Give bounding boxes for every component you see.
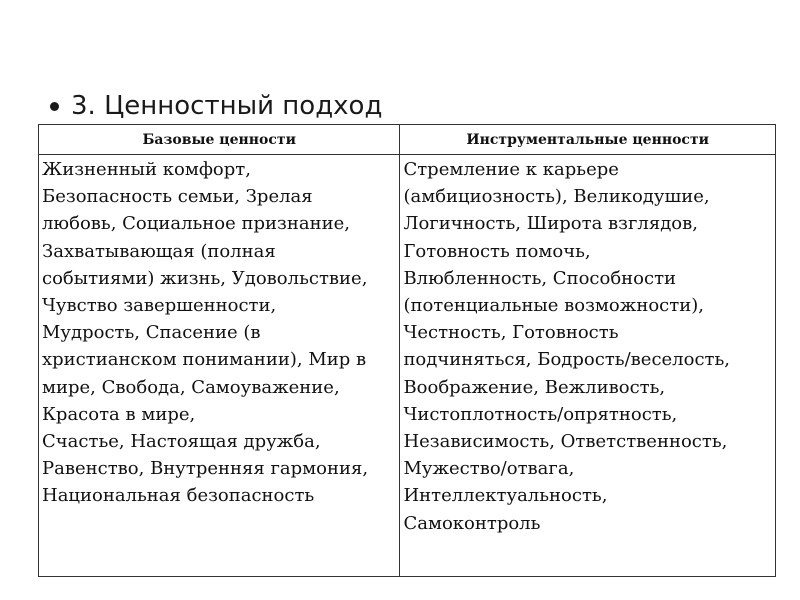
slide-heading [50, 84, 382, 128]
column-header-base-values: Базовые ценности [39, 125, 400, 155]
slide-title: 3. Ценностный подход [71, 91, 383, 121]
instrumental-values-cell: Стремление к карьере (амбициозность), Великодушие, Логичность, Широта взглядов, Готовность помочь, Влюбленность, Способности (потенциальные возможности), Честность, Готовность подчиняться, Бодрость/веселость, Воображение, Вежливость, Чистоплотность/опрятность, Независимость, Ответственность, Мужество/отвага, Интеллектуальность, Самоконтроль [400, 155, 776, 577]
bullet-icon [50, 102, 59, 111]
column-header-instrumental-values: Инструментальные ценности [400, 125, 776, 155]
base-values-cell: Жизненный комфорт, Безопасность семьи, Зрелая любовь, Социальное признание, Захватывающая (полная событиями) жизнь, Удовольствие, Чувство завершенности, Мудрость, Спасение (в христианском понимании), Мир в мире, Свобода, Самоуважение, Красота в мире, Счастье, Настоящая дружба, Равенство, Внутренняя гармония, Национальная безопасность [39, 155, 400, 577]
table-header-row [39, 125, 776, 155]
table-row [39, 155, 776, 577]
values-table [38, 124, 776, 577]
